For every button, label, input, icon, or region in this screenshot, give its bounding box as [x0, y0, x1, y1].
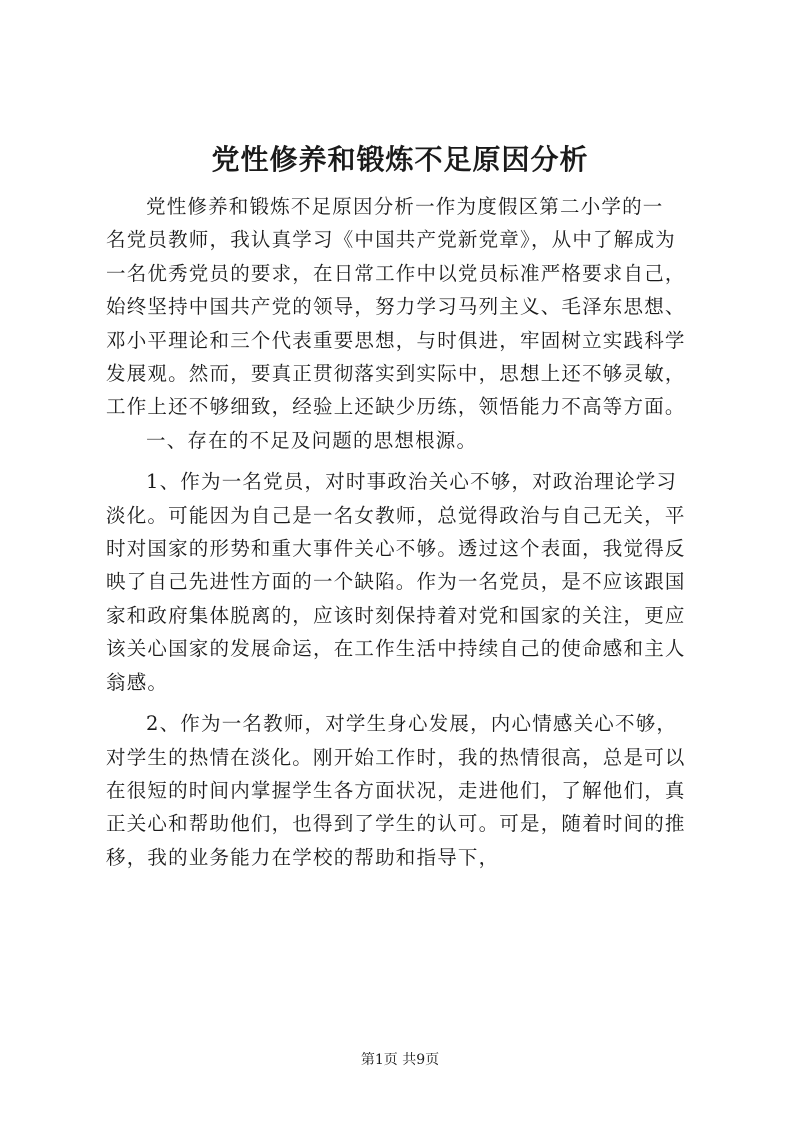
text-line: 移，我的业务能力在学校的帮助和指导下，: [106, 845, 500, 869]
document-title: 党性修养和锻炼不足原因分析: [211, 143, 589, 176]
text-line: 翁感。: [106, 670, 169, 694]
text-line: 对学生的热情在淡化。刚开始工作时，我的热情很高，总是可以: [106, 745, 686, 769]
text-line: 家和政府集体脱离的，应该时刻保持着对党和国家的关注，更应: [106, 603, 686, 627]
paragraph-point-2: [106, 707, 706, 874]
text-line: 映了自己先进性方面的一个缺陷。作为一名党员，是不应该跟国: [106, 570, 686, 594]
text-line: 时对国家的形势和重大事件关心不够。透过这个表面，我觉得反: [106, 537, 686, 561]
section-heading: [106, 424, 706, 457]
text-line: 一、存在的不足及问题的思想根源。: [146, 428, 478, 452]
paragraph-intro: [106, 190, 706, 424]
text-line: 发展观。然而，要真正贯彻落实到实际中，思想上还不够灵敏，: [106, 362, 686, 386]
text-line: 党性修养和锻炼不足原因分析一作为度假区第二小学的一: [146, 195, 664, 218]
text-line: 邓小平理论和三个代表重要思想，与时俱进，牢固树立实践科学: [106, 328, 686, 352]
text-line: 一名优秀党员的要求，在日常工作中以党员标准严格要求自己，: [106, 261, 686, 285]
text-line: 2、作为一名教师，对学生身心发展，内心情感关心不够，: [146, 712, 678, 736]
text-line: 工作上还不够细致，经验上还缺少历练，领悟能力不高等方面。: [106, 395, 686, 419]
page-number-footer: 第1页 共9页: [360, 1052, 440, 1068]
paragraph-point-1: [106, 465, 706, 699]
text-line: 正关心和帮助他们，也得到了学生的认可。可是，随着时间的推: [106, 812, 686, 836]
text-line: 该关心国家的发展命运，在工作生活中持续自己的使命感和主人: [106, 637, 686, 661]
text-line: 1、作为一名党员，对时事政治关心不够，对政治理论学习: [146, 470, 678, 494]
text-line: 淡化。可能因为自己是一名女教师，总觉得政治与自己无关，平: [106, 503, 686, 527]
document-body: [106, 190, 706, 874]
text-line: 始终坚持中国共产党的领导，努力学习马列主义、毛泽东思想、: [106, 295, 686, 319]
text-line: 在很短的时间内掌握学生各方面状况，走进他们，了解他们，真: [106, 778, 686, 802]
text-line: 名党员教师，我认真学习《中国共产党新党章》，从中了解成为: [106, 228, 676, 252]
